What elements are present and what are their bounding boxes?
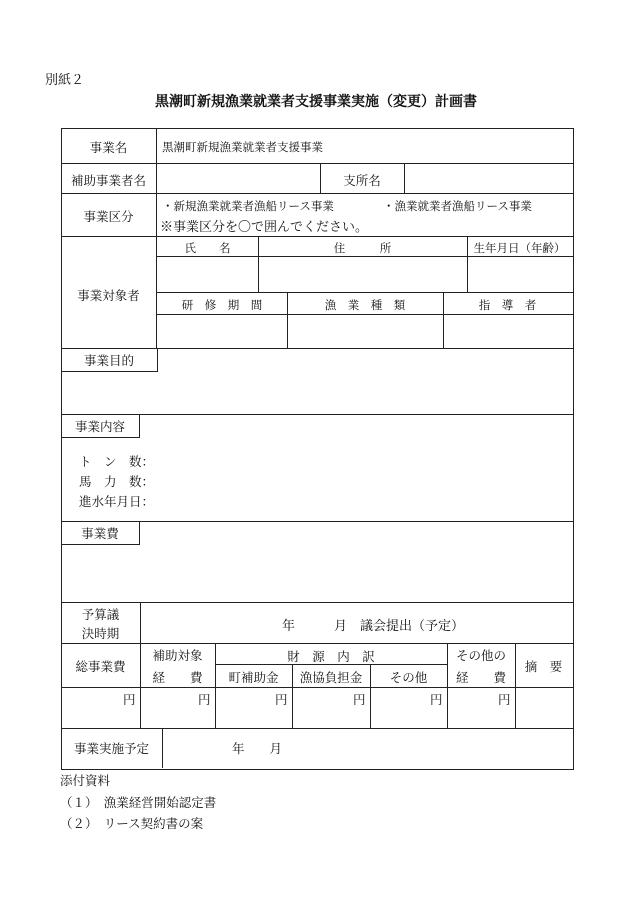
business-name-label: 事業名 (89, 140, 128, 155)
town-subsidy-label: 町補助金 (228, 670, 279, 685)
yen-total: 円 (123, 692, 136, 707)
eligible-label-line2: 経 費 (152, 670, 203, 685)
other-cost-label-line2: 経 費 (455, 670, 506, 685)
target-fishery-input[interactable] (288, 315, 443, 348)
category-label: 事業区分 (83, 209, 134, 224)
target-address-input[interactable] (259, 257, 467, 292)
branch-input[interactable] (405, 164, 572, 193)
purpose-label: 事業目的 (83, 353, 134, 368)
branch-label: 支所名 (343, 173, 381, 188)
attachment-item-2: （２） リース契約書の案 (60, 816, 204, 831)
yen-coop-burden: 円 (353, 692, 366, 707)
budget-label-line2: 決時期 (81, 626, 120, 641)
category-option-new[interactable]: ・新規漁業就業者漁船リース事業 (162, 199, 334, 213)
schedule-value[interactable]: 年 月 (232, 741, 283, 756)
target-dob-input[interactable] (468, 257, 572, 292)
yen-other: 円 (430, 692, 443, 707)
coop-burden-label: 漁協負担金 (299, 670, 363, 685)
other-cost-label-line1: その他の (455, 648, 506, 663)
content-horsepower: 馬 力 数： (79, 474, 155, 489)
budget-label-line1: 予算議 (81, 607, 120, 622)
cost-label: 事業費 (81, 526, 119, 541)
grantee-input[interactable] (157, 164, 320, 193)
schedule-label: 事業実施予定 (73, 741, 149, 756)
eligible-label-line1: 補助対象 (152, 648, 203, 663)
attachment-label: 別紙２ (45, 73, 85, 88)
yen-town-subsidy: 円 (275, 692, 288, 707)
target-name-input[interactable] (157, 257, 258, 292)
other-label: その他 (389, 670, 428, 685)
remarks-label: 摘 要 (524, 659, 563, 674)
attachment-item-1: （１） 漁業経営開始認定書 (60, 795, 217, 810)
purpose-input[interactable] (62, 371, 572, 413)
business-name-value: 黒潮町新規漁業就業者支援事業 (162, 140, 323, 154)
content-tonnage: ト ン 数： (79, 454, 155, 469)
funding-label: 財 源 内 訳 (287, 649, 375, 664)
grantee-label: 補助事業者名 (70, 173, 146, 188)
cost-input[interactable] (62, 544, 572, 601)
target-header-address: 住 所 (333, 241, 392, 255)
category-option-existing[interactable]: ・漁業就業者漁船リース事業 (383, 199, 532, 213)
remarks-input[interactable] (516, 688, 572, 728)
category-note: ※事業区分を〇で囲んでください。 (160, 220, 369, 235)
target-header-name: 氏 名 (184, 241, 231, 255)
target-instructor-input[interactable] (444, 315, 572, 348)
target-header-dob: 生年月日（年齢） (473, 241, 566, 255)
attachments-heading: 添付資料 (60, 773, 111, 788)
total-cost-label: 総事業費 (75, 659, 126, 674)
target-training-input[interactable] (157, 315, 287, 348)
target-label: 事業対象者 (77, 288, 140, 303)
yen-eligible: 円 (198, 692, 211, 707)
page-title: 黒潮町新規漁業就業者支援事業実施（変更）計画書 (155, 94, 477, 110)
yen-other-cost: 円 (498, 692, 511, 707)
target-header-training: 研 修 期 間 (181, 298, 263, 312)
content-launch-date: 進水年月日： (79, 494, 155, 509)
content-label: 事業内容 (74, 419, 125, 434)
target-header-fishery: 漁 業 種 類 (324, 298, 406, 312)
target-header-instructor: 指 導 者 (478, 298, 537, 312)
budget-value[interactable]: 年 月 議会提出（予定） (282, 619, 465, 634)
